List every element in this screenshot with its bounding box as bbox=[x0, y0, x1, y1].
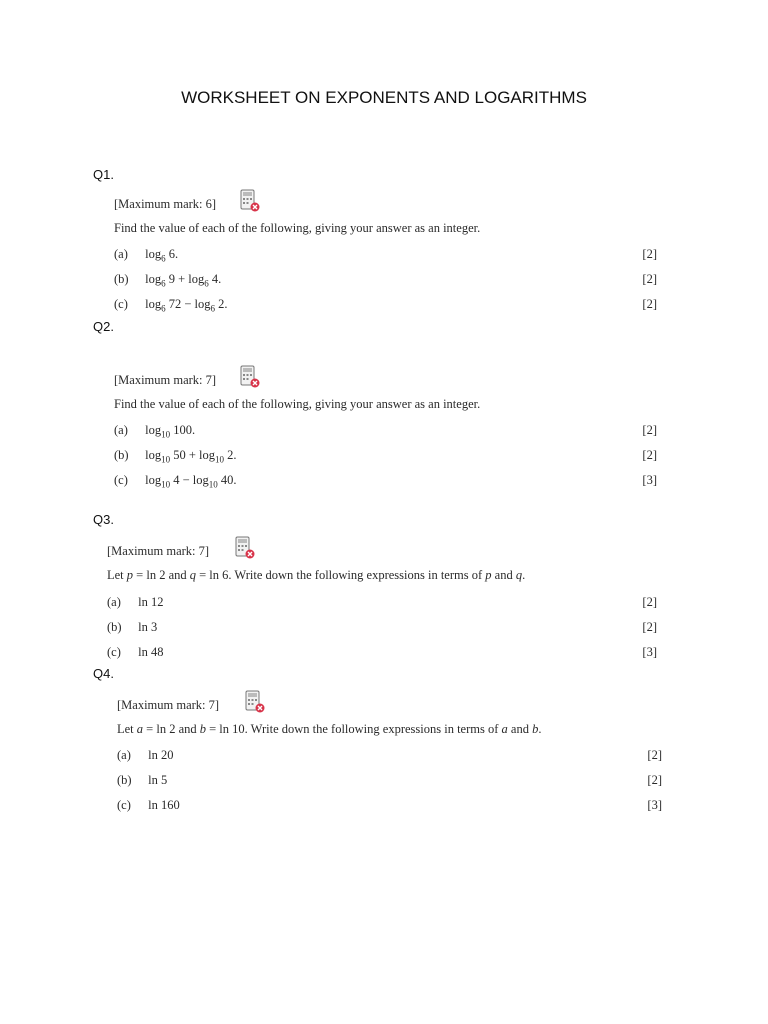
maximum-mark: [Maximum mark: 7] bbox=[107, 544, 210, 558]
question-part bbox=[114, 297, 228, 314]
part-mark: [2] bbox=[642, 423, 657, 437]
part-expression: $\log_6 9 + \log_6 4$. bbox=[145, 272, 222, 289]
part-expression: ln 160 bbox=[148, 798, 180, 812]
part-expression: ln 20 bbox=[148, 748, 174, 762]
question-label: Q4. bbox=[93, 666, 114, 681]
part-label: (c) bbox=[114, 473, 128, 487]
part-label: (a) bbox=[114, 423, 128, 437]
part-mark: [2] bbox=[642, 297, 657, 311]
part-mark: [2] bbox=[647, 773, 662, 787]
no-calculator-icon bbox=[245, 690, 265, 714]
question-part bbox=[114, 272, 221, 289]
question-part bbox=[114, 473, 237, 490]
part-expression: $\log_{10} 4 - \log_{10} 40$. bbox=[145, 473, 237, 490]
part-label: (b) bbox=[107, 620, 122, 634]
question-part bbox=[117, 773, 167, 788]
no-calculator-icon bbox=[240, 189, 260, 213]
part-expression: $\log_6 72 - \log_6 2$. bbox=[145, 297, 228, 314]
part-mark: [2] bbox=[647, 748, 662, 762]
question-part bbox=[117, 748, 173, 763]
maximum-mark: [Maximum mark: 6] bbox=[114, 197, 217, 211]
part-expression: $\log_{10} 100$. bbox=[145, 423, 196, 440]
question-label: Q2. bbox=[93, 319, 114, 334]
part-expression: ln 3 bbox=[138, 620, 158, 634]
question-part bbox=[114, 448, 237, 465]
maximum-mark: [Maximum mark: 7] bbox=[117, 698, 220, 712]
question-intro: Let p = ln 2 and q = ln 6. Write down the following expressions in terms of p and q. bbox=[107, 568, 526, 582]
question-intro: Find the value of each of the following, giving your answer as an integer. bbox=[114, 221, 481, 235]
part-label: (b) bbox=[114, 272, 129, 286]
part-label: (c) bbox=[117, 798, 131, 812]
part-mark: [2] bbox=[642, 272, 657, 286]
part-expression: ln 12 bbox=[138, 595, 164, 609]
part-expression: ln 48 bbox=[138, 645, 164, 659]
part-mark: [3] bbox=[647, 798, 662, 812]
part-mark: [2] bbox=[642, 595, 657, 609]
part-mark: [2] bbox=[642, 247, 657, 261]
part-mark: [3] bbox=[642, 473, 657, 487]
question-part bbox=[114, 247, 178, 264]
question-label: Q3. bbox=[93, 512, 114, 527]
part-label: (c) bbox=[114, 297, 128, 311]
question-part bbox=[107, 595, 163, 610]
maximum-mark: [Maximum mark: 7] bbox=[114, 373, 217, 387]
no-calculator-icon bbox=[240, 365, 260, 389]
page-title: WORKSHEET ON EXPONENTS AND LOGARITHMS bbox=[181, 88, 587, 107]
part-expression: $\log_6 6$. bbox=[145, 247, 179, 264]
question-part bbox=[117, 798, 180, 813]
part-mark: [2] bbox=[642, 448, 657, 462]
part-label: (b) bbox=[114, 448, 129, 462]
no-calculator-icon bbox=[235, 536, 255, 560]
part-expression: $\log_{10} 50 + \log_{10} 2$. bbox=[145, 448, 237, 465]
part-mark: [3] bbox=[642, 645, 657, 659]
part-label: (a) bbox=[114, 247, 128, 261]
part-label: (c) bbox=[107, 645, 121, 659]
part-label: (a) bbox=[117, 748, 131, 762]
part-label: (a) bbox=[107, 595, 121, 609]
part-expression: ln 5 bbox=[148, 773, 168, 787]
question-intro: Let a = ln 2 and b = ln 10. Write down the following expressions in terms of a and b. bbox=[117, 722, 542, 736]
part-label: (b) bbox=[117, 773, 132, 787]
question-part bbox=[114, 423, 195, 440]
question-part bbox=[107, 645, 163, 660]
question-label: Q1. bbox=[93, 167, 114, 182]
question-intro: Find the value of each of the following, giving your answer as an integer. bbox=[114, 397, 481, 411]
part-mark: [2] bbox=[642, 620, 657, 634]
question-part bbox=[107, 620, 157, 635]
